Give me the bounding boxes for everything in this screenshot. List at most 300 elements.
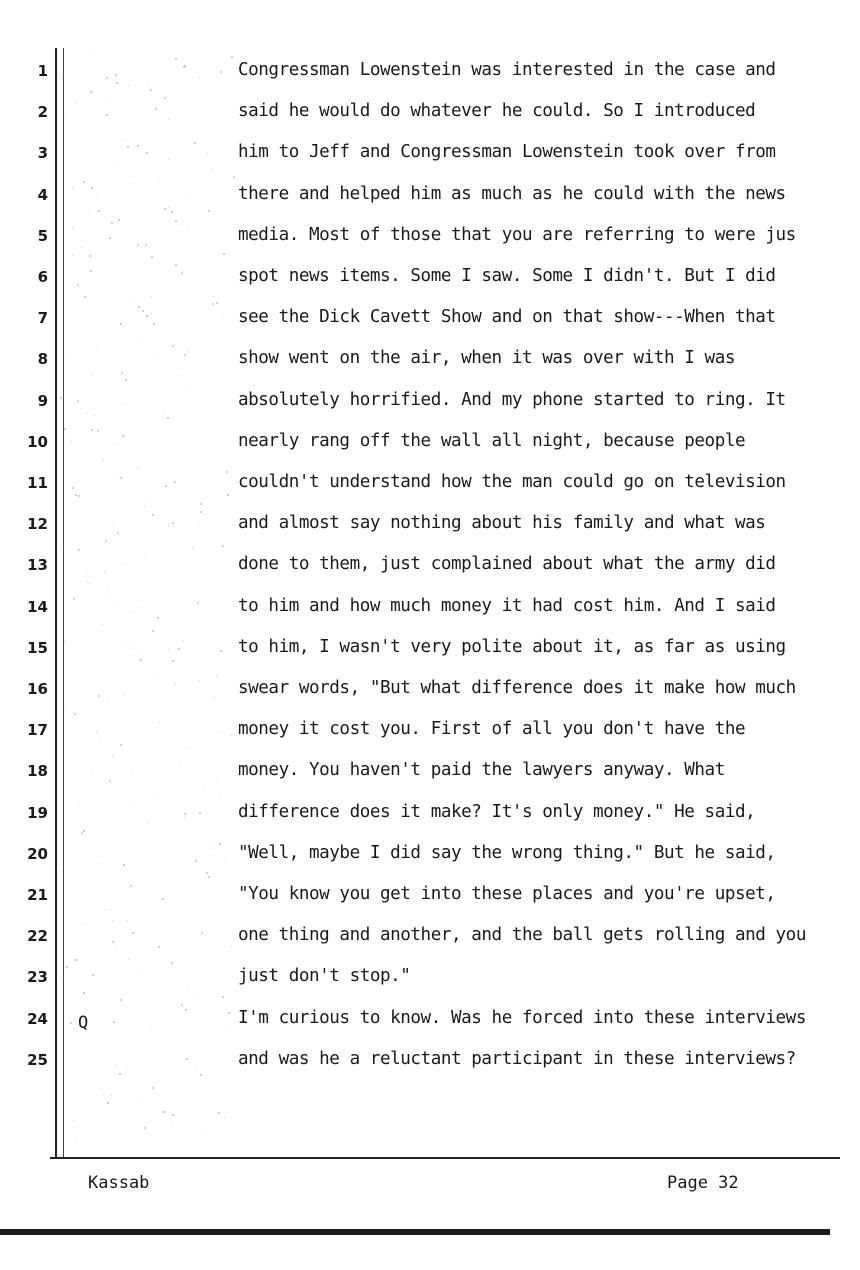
footer-witness-name: Kassab bbox=[88, 1173, 150, 1193]
scan-speck bbox=[233, 176, 235, 178]
scan-speck bbox=[116, 82, 118, 84]
scan-speck bbox=[86, 412, 87, 413]
scan-speck bbox=[107, 700, 108, 701]
scan-speck bbox=[200, 511, 202, 513]
scan-speck bbox=[109, 237, 111, 239]
scan-speck bbox=[144, 506, 145, 507]
transcript-line: one thing and another, and the ball gets rolling and you bbox=[238, 925, 806, 946]
transcript-line: couldn't understand how the man could go on television bbox=[238, 472, 786, 492]
scan-speck bbox=[125, 564, 126, 565]
scan-speck bbox=[196, 1067, 197, 1068]
line-number: 2 bbox=[37, 103, 48, 122]
scan-speck bbox=[96, 732, 97, 733]
scan-speck bbox=[61, 976, 62, 977]
scan-speck bbox=[198, 522, 199, 523]
scan-speck bbox=[120, 477, 122, 479]
line-number: 5 bbox=[37, 226, 48, 245]
scan-speck bbox=[126, 644, 127, 645]
scan-speck bbox=[128, 85, 129, 86]
scan-speck bbox=[120, 999, 122, 1001]
scan-speck bbox=[74, 713, 76, 715]
scan-speck bbox=[216, 302, 218, 304]
scan-speck bbox=[222, 996, 224, 998]
scan-speck bbox=[122, 435, 124, 437]
line-number: 22 bbox=[27, 927, 48, 946]
scan-speck bbox=[98, 210, 100, 212]
scan-speck bbox=[227, 494, 229, 496]
scan-speck bbox=[187, 351, 188, 352]
scan-speck bbox=[194, 994, 195, 995]
transcript-line: said he would do whatever he could. So I introduced bbox=[238, 101, 756, 122]
scan-speck bbox=[223, 253, 225, 255]
scan-speck bbox=[175, 683, 176, 684]
line-number: 18 bbox=[27, 762, 48, 781]
scan-speck bbox=[199, 680, 200, 681]
scan-speck bbox=[175, 264, 177, 266]
scan-speck bbox=[152, 514, 154, 516]
scan-speck bbox=[201, 932, 203, 934]
scan-speck bbox=[72, 187, 73, 188]
scan-speck bbox=[145, 244, 147, 246]
line-number: 3 bbox=[37, 144, 48, 163]
scan-speck bbox=[126, 1065, 127, 1066]
scan-speck bbox=[66, 966, 68, 968]
scan-speck bbox=[101, 856, 102, 857]
scan-speck bbox=[122, 140, 123, 141]
scan-speck bbox=[90, 270, 92, 272]
scan-speck bbox=[226, 471, 228, 473]
scan-speck bbox=[158, 177, 159, 178]
scan-speck bbox=[78, 549, 80, 551]
scan-speck bbox=[73, 1120, 74, 1121]
scan-speck bbox=[137, 466, 138, 467]
scan-speck bbox=[163, 1111, 165, 1113]
scan-speck bbox=[65, 710, 66, 711]
scan-speck bbox=[214, 844, 215, 845]
scan-speck bbox=[107, 1102, 109, 1104]
left-margin-rule bbox=[55, 48, 57, 1158]
scan-speck bbox=[97, 197, 98, 198]
line-number: 11 bbox=[27, 474, 48, 492]
scan-speck bbox=[133, 655, 134, 656]
scan-speck bbox=[220, 71, 222, 73]
scan-speck bbox=[171, 211, 173, 213]
scan-speck bbox=[168, 649, 169, 650]
scan-speck bbox=[186, 1058, 188, 1060]
scan-speck bbox=[60, 397, 62, 399]
scan-speck bbox=[145, 554, 146, 555]
scan-speck bbox=[123, 864, 125, 866]
transcript-line: media. Most of those that you are referring to were jus bbox=[238, 224, 796, 245]
scan-speck bbox=[83, 992, 85, 994]
scan-speck bbox=[175, 58, 177, 60]
scan-speck bbox=[213, 696, 214, 697]
scan-speck bbox=[219, 843, 221, 845]
scan-speck bbox=[146, 315, 148, 317]
scan-speck bbox=[172, 1114, 174, 1116]
scan-speck bbox=[127, 920, 128, 921]
scan-speck bbox=[152, 1087, 154, 1089]
scan-speck bbox=[64, 428, 66, 430]
scan-speck bbox=[151, 256, 153, 258]
transcript-line: I'm curious to know. Was he forced into these interviews bbox=[238, 1007, 806, 1028]
scan-speck bbox=[120, 323, 122, 325]
speaker-label: Q bbox=[78, 1013, 89, 1033]
scan-speck bbox=[133, 297, 134, 298]
scan-speck bbox=[94, 415, 95, 416]
transcript-line: to him and how much money it had cost him. And I said bbox=[238, 595, 776, 616]
scan-speck bbox=[146, 501, 147, 502]
scan-speck bbox=[184, 817, 185, 818]
scan-speck bbox=[125, 379, 127, 381]
line-number: 16 bbox=[27, 680, 48, 698]
scan-speck bbox=[109, 780, 111, 782]
scan-speck bbox=[97, 430, 99, 432]
scan-speck bbox=[152, 630, 154, 632]
scan-speck bbox=[130, 611, 131, 612]
scan-speck bbox=[229, 1025, 230, 1026]
scan-speck bbox=[150, 1030, 151, 1031]
transcript-line: there and helped him as much as he could with the news bbox=[238, 183, 786, 204]
scan-speck bbox=[188, 226, 189, 227]
scan-speck bbox=[181, 1004, 183, 1006]
scan-speck bbox=[119, 1073, 121, 1075]
line-number: 4 bbox=[37, 185, 48, 204]
scan-speck bbox=[172, 522, 174, 524]
scan-speck bbox=[231, 735, 232, 736]
scan-speck bbox=[164, 97, 166, 99]
scan-speck bbox=[205, 1133, 206, 1134]
scan-speck bbox=[197, 602, 199, 604]
scan-speck bbox=[214, 698, 215, 699]
scan-speck bbox=[178, 648, 180, 650]
line-number: 13 bbox=[27, 556, 48, 575]
scan-speck bbox=[75, 959, 77, 961]
scan-speck bbox=[82, 923, 83, 924]
scan-speck bbox=[122, 403, 123, 404]
scan-speck bbox=[106, 77, 108, 79]
transcript-line: just don't stop." bbox=[238, 966, 411, 987]
scan-speck bbox=[71, 441, 72, 442]
scan-speck bbox=[187, 986, 188, 987]
scan-speck bbox=[113, 526, 114, 527]
scan-speck bbox=[132, 932, 134, 934]
scan-speck bbox=[217, 778, 218, 779]
line-number: 19 bbox=[27, 803, 48, 822]
footer-page-number: Page 32 bbox=[667, 1173, 739, 1193]
scan-speck bbox=[168, 119, 169, 120]
transcript-line: show went on the air, when it was over with I was bbox=[238, 348, 735, 369]
scan-speck bbox=[70, 1022, 72, 1024]
scan-speck bbox=[157, 674, 158, 675]
line-number: 21 bbox=[27, 886, 48, 904]
line-number: 10 bbox=[27, 432, 48, 451]
scan-speck bbox=[137, 340, 138, 341]
scan-speck bbox=[117, 532, 119, 534]
scan-speck bbox=[178, 375, 179, 376]
scan-speck bbox=[194, 142, 196, 144]
scan-speck bbox=[207, 153, 208, 154]
transcript-line: money it cost you. First of all you don't have the bbox=[238, 719, 746, 740]
scan-speck bbox=[104, 572, 105, 573]
scan-speck bbox=[72, 228, 73, 229]
bottom-margin-rule bbox=[50, 1157, 840, 1159]
scan-speck bbox=[199, 77, 200, 78]
scan-speck bbox=[150, 89, 152, 91]
scan-speck bbox=[131, 773, 132, 774]
scan-speck bbox=[83, 830, 85, 832]
scan-speck bbox=[221, 731, 222, 732]
scan-speck bbox=[208, 876, 210, 878]
scan-speck bbox=[117, 162, 118, 163]
scan-speck bbox=[78, 495, 80, 497]
scan-speck bbox=[190, 195, 191, 196]
scan-speck bbox=[203, 786, 204, 787]
line-number: 20 bbox=[27, 844, 48, 863]
scan-speck bbox=[153, 323, 155, 325]
transcript-line: done to them, just complained about what the army did bbox=[238, 554, 776, 575]
scan-speck bbox=[168, 207, 169, 208]
transcript-line: absolutely horrified. And my phone started to ring. It bbox=[238, 389, 786, 410]
scan-speck bbox=[62, 76, 64, 78]
scan-speck bbox=[72, 255, 73, 256]
scan-speck bbox=[92, 374, 93, 375]
scan-speck bbox=[211, 168, 212, 169]
scan-speck bbox=[118, 219, 120, 221]
scan-speck bbox=[138, 607, 139, 608]
line-number: 23 bbox=[27, 968, 48, 987]
scan-speck bbox=[65, 117, 66, 118]
transcript-line: nearly rang off the wall all night, because people bbox=[238, 430, 746, 451]
scan-speck bbox=[199, 812, 201, 814]
scan-speck bbox=[228, 1012, 230, 1014]
scan-speck bbox=[138, 306, 140, 308]
transcript-line: spot news items. Some I saw. Some I didn't. But I did bbox=[238, 266, 776, 286]
scan-speck bbox=[163, 411, 164, 412]
line-number: 25 bbox=[27, 1050, 48, 1069]
scan-speck bbox=[74, 1019, 75, 1020]
scan-speck bbox=[87, 581, 88, 582]
scan-speck bbox=[73, 598, 75, 600]
transcript-line: and almost say nothing about his family and what was bbox=[238, 513, 766, 534]
scan-speck bbox=[138, 1101, 139, 1102]
scan-speck bbox=[178, 224, 179, 225]
transcript-line: "You know you get into these places and you're upset, bbox=[238, 884, 776, 904]
scan-speck bbox=[167, 417, 169, 419]
scan-speck bbox=[147, 823, 148, 824]
scan-speck bbox=[89, 583, 90, 584]
scan-speck bbox=[89, 51, 90, 52]
scan-speck bbox=[110, 909, 111, 910]
scan-speck bbox=[146, 152, 148, 154]
scan-speck bbox=[168, 525, 169, 526]
scan-speck bbox=[154, 357, 155, 358]
scan-speck bbox=[100, 1089, 101, 1090]
scan-speck bbox=[123, 326, 124, 327]
scan-speck bbox=[155, 108, 157, 110]
scan-speck bbox=[168, 159, 169, 160]
scan-speck bbox=[147, 82, 148, 83]
scan-speck bbox=[222, 313, 223, 314]
scan-speck bbox=[133, 176, 134, 177]
scan-speck bbox=[138, 468, 139, 469]
line-number: 6 bbox=[37, 268, 48, 286]
scan-speck bbox=[164, 208, 166, 210]
scan-speck bbox=[216, 675, 217, 676]
line-number: 8 bbox=[37, 350, 48, 369]
scan-speck bbox=[133, 646, 134, 647]
scan-speck bbox=[112, 756, 113, 757]
scan-speck bbox=[154, 794, 155, 795]
scan-speck bbox=[81, 247, 82, 248]
scan-speck bbox=[84, 296, 86, 298]
scan-speck bbox=[137, 145, 139, 147]
scan-speck bbox=[186, 747, 187, 748]
scan-speck bbox=[90, 91, 92, 93]
scan-speck bbox=[181, 272, 183, 274]
scan-speck bbox=[72, 487, 74, 489]
scan-speck bbox=[171, 962, 173, 964]
scan-speck bbox=[106, 114, 108, 116]
line-number: 17 bbox=[27, 721, 48, 740]
scan-speck bbox=[115, 1065, 116, 1066]
line-number: 9 bbox=[37, 391, 48, 410]
scan-speck bbox=[92, 974, 94, 976]
scan-speck bbox=[218, 1112, 220, 1114]
transcript-line: see the Dick Cavett Show and on that show---When that bbox=[238, 307, 776, 328]
scan-speck bbox=[117, 606, 118, 607]
scan-speck bbox=[89, 255, 91, 257]
scan-speck bbox=[195, 860, 197, 862]
scan-speck bbox=[184, 354, 186, 356]
scan-speck bbox=[81, 832, 83, 834]
scan-speck bbox=[151, 296, 152, 297]
scan-speck bbox=[105, 596, 106, 597]
scan-speck bbox=[92, 773, 93, 774]
scan-speck bbox=[185, 1009, 187, 1011]
scan-speck bbox=[69, 437, 70, 438]
transcript-line: swear words, "But what difference does it make how much bbox=[238, 678, 796, 698]
scan-speck bbox=[100, 741, 101, 742]
scan-speck bbox=[115, 74, 117, 76]
line-number: 15 bbox=[27, 638, 48, 657]
scan-speck bbox=[89, 213, 90, 214]
scan-speck bbox=[91, 187, 93, 189]
scan-speck bbox=[109, 101, 110, 102]
transcript-line: to him, I wasn't very polite about it, as far as using bbox=[238, 636, 786, 657]
scan-speck bbox=[127, 146, 129, 148]
scan-speck bbox=[171, 1125, 172, 1126]
transcript-line: money. You haven't paid the lawyers anyway. What bbox=[238, 760, 725, 781]
scan-speck bbox=[165, 485, 167, 487]
scan-speck bbox=[76, 1140, 77, 1141]
scan-speck bbox=[128, 959, 129, 960]
scan-speck bbox=[102, 1094, 103, 1095]
scan-speck bbox=[86, 574, 87, 575]
scan-speck bbox=[129, 804, 130, 805]
scan-edge-bar bbox=[0, 1229, 830, 1235]
scan-speck bbox=[188, 353, 189, 354]
scan-speck bbox=[208, 210, 210, 212]
line-number: 7 bbox=[37, 309, 48, 328]
scan-speck bbox=[64, 641, 65, 642]
line-number: 14 bbox=[27, 597, 48, 616]
scan-speck bbox=[159, 722, 160, 723]
scan-speck bbox=[112, 941, 114, 943]
scan-speck bbox=[69, 358, 70, 359]
scan-speck bbox=[115, 949, 116, 950]
transcript-line: Congressman Lowenstein was interested in the case and bbox=[238, 60, 776, 80]
scan-speck bbox=[183, 66, 185, 68]
scan-speck bbox=[225, 857, 226, 858]
scan-speck bbox=[151, 313, 152, 314]
scan-speck bbox=[172, 660, 174, 662]
scan-speck bbox=[98, 695, 100, 697]
scan-speck bbox=[97, 349, 98, 350]
scan-speck bbox=[91, 429, 93, 431]
scan-speck bbox=[130, 885, 132, 887]
scan-speck bbox=[104, 909, 105, 910]
scan-speck bbox=[222, 545, 224, 547]
scan-speck bbox=[105, 540, 107, 542]
scan-speck bbox=[108, 587, 109, 588]
scan-speck bbox=[231, 946, 232, 947]
line-number: 12 bbox=[27, 515, 48, 534]
scan-speck bbox=[192, 547, 193, 548]
scan-speck bbox=[81, 408, 82, 409]
scan-speck bbox=[83, 181, 85, 183]
scan-speck bbox=[189, 386, 190, 387]
scan-speck bbox=[76, 102, 77, 103]
scan-speck bbox=[103, 459, 104, 460]
scan-speck bbox=[157, 617, 159, 619]
scan-speck bbox=[117, 443, 118, 444]
scan-speck bbox=[121, 372, 123, 374]
scan-speck bbox=[144, 1127, 146, 1129]
scan-speck bbox=[213, 848, 214, 849]
scan-speck bbox=[219, 796, 220, 797]
scan-speck bbox=[220, 650, 222, 652]
scan-speck bbox=[200, 503, 202, 505]
line-number: 24 bbox=[27, 1009, 48, 1028]
left-margin-rule-inner bbox=[63, 48, 64, 1158]
scan-speck bbox=[206, 872, 208, 874]
scan-speck bbox=[60, 546, 61, 547]
scan-speck bbox=[111, 1095, 112, 1096]
scan-speck bbox=[112, 920, 113, 921]
scan-speck bbox=[75, 494, 77, 496]
transcript-line: and was he a reluctant participant in these interviews? bbox=[238, 1048, 796, 1069]
scan-speck bbox=[142, 310, 144, 312]
scan-speck bbox=[204, 514, 205, 515]
scan-speck bbox=[123, 694, 124, 695]
scan-speck bbox=[162, 898, 164, 900]
line-number: 1 bbox=[37, 62, 48, 80]
scan-speck bbox=[137, 972, 138, 973]
scan-speck bbox=[175, 220, 177, 222]
scan-speck bbox=[102, 624, 103, 625]
scan-speck bbox=[158, 946, 160, 948]
scan-speck bbox=[114, 523, 115, 524]
scan-speck bbox=[200, 1074, 202, 1076]
transcript-line: difference does it make? It's only money." He said, bbox=[238, 801, 756, 822]
scan-speck bbox=[113, 1021, 115, 1023]
scan-speck bbox=[224, 1117, 225, 1118]
scan-speck bbox=[78, 806, 79, 807]
scan-speck bbox=[179, 762, 180, 763]
scan-speck bbox=[111, 222, 113, 224]
scan-speck bbox=[120, 744, 122, 746]
